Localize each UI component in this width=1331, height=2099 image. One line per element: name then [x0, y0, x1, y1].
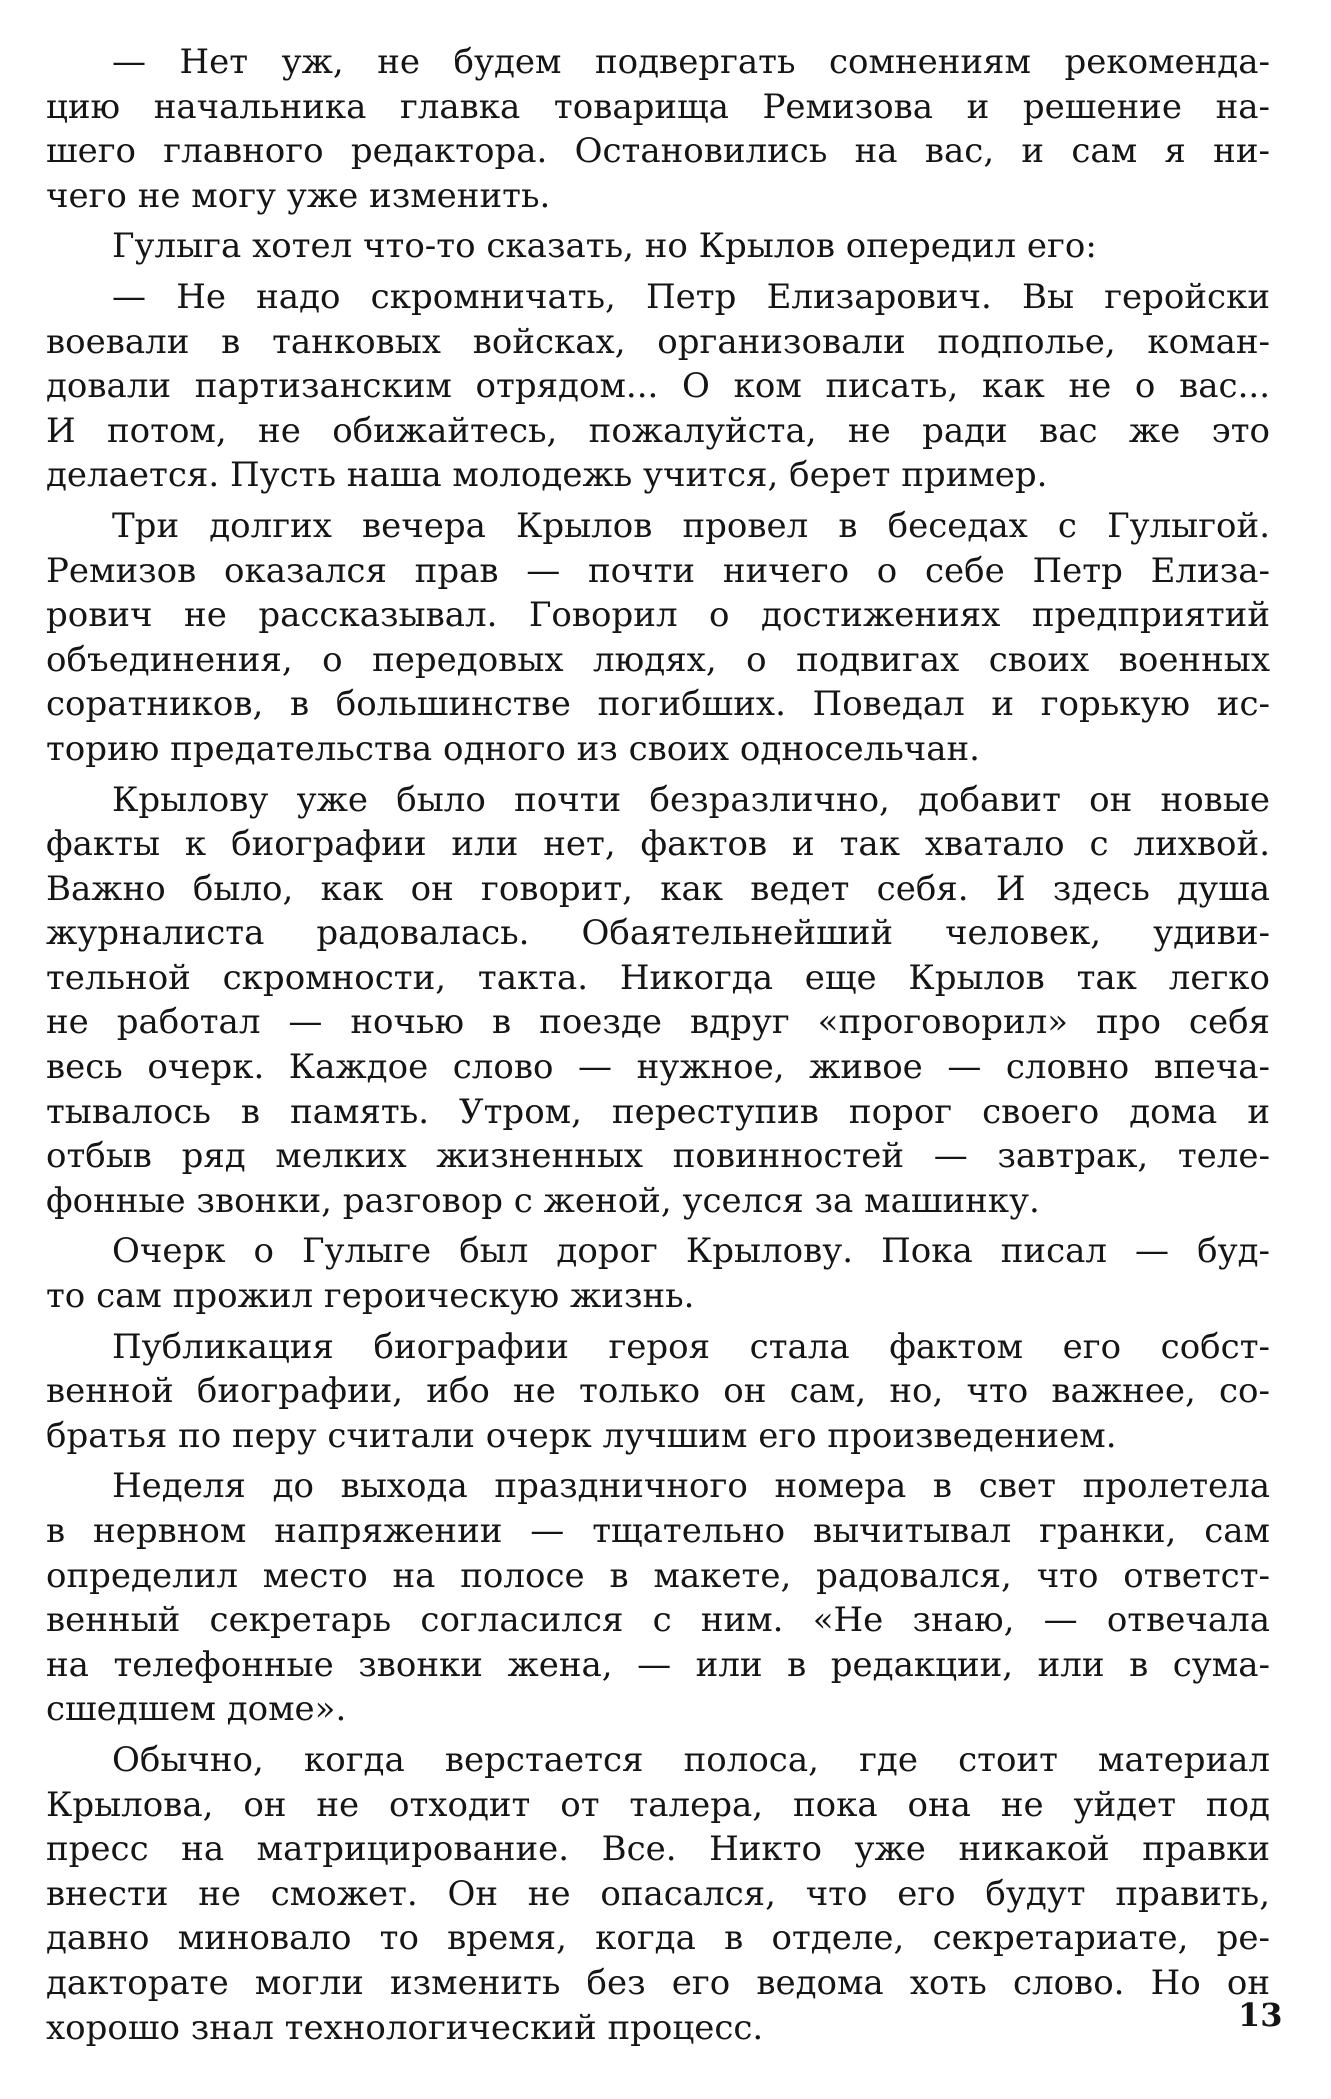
page-number: 13 — [1238, 1996, 1283, 2034]
text-line: соратников, в большинстве погибших. Поведал и горькую ис- — [46, 684, 1270, 725]
text-line: хорошо знал технологический процесс. — [46, 2007, 764, 2048]
text-line: давно миновало то время, когда в отделе, секретариате, ре- — [46, 1918, 1270, 1959]
text-line: — Нет уж, не будем подвергать сомнениям рекоменда- — [112, 42, 1270, 82]
paragraph — [46, 778, 1270, 1224]
text-line: братья по перу считали очерк лучшим его произведением. — [46, 1415, 1117, 1456]
text-line: И потом, не обижайтесь, пожалуйста, не ради вас же это — [46, 410, 1270, 451]
text-line: делается. Пусть наша молодежь учится, берет пример. — [46, 455, 1048, 496]
text-line: объединения, о передовых людях, о подвигах своих военных — [46, 639, 1270, 680]
text-line: факты к биографии или нет, фактов и так хватало с лихвой. — [46, 824, 1270, 865]
text-line: на телефонные звонки жена, — или в редакции, или в сума- — [46, 1644, 1270, 1685]
text-line: чего не могу уже изменить. — [46, 175, 551, 216]
text-line: венный секретарь согласился с ним. «Не знаю, — отвечала — [46, 1600, 1270, 1641]
text-line: Неделя до выхода праздничного номера в свет пролетела — [112, 1466, 1270, 1507]
text-line: Публикация биографии героя стала фактом его собст- — [112, 1326, 1270, 1367]
text-line: — Не надо скромничать, Петр Елизарович. Вы геройски — [112, 276, 1270, 317]
paragraph — [46, 504, 1270, 772]
text-line: Очерк о Гулыге был дорог Крылову. Пока писал — буд- — [112, 1231, 1270, 1272]
text-line: Крылова, он не отходит от талера, пока она не уйдет под — [46, 1784, 1270, 1825]
paragraph — [46, 1229, 1270, 1318]
paragraph — [46, 1738, 1270, 2050]
text-line: дакторате могли изменить без его ведома хоть слово. Но он — [46, 1962, 1270, 2003]
text-line: отбыв ряд мелких жизненных повинностей — завтрак, теле- — [46, 1136, 1270, 1177]
page-body — [46, 40, 1270, 2050]
text-line: в нервном напряжении — тщательно вычитывал гранки, сам — [46, 1511, 1270, 1551]
text-line: Ремизов оказался прав — почти ничего о себе Петр Елиза- — [46, 550, 1270, 591]
text-line: торию предательства одного из своих односельчан. — [46, 728, 980, 769]
text-line: Три долгих вечера Крылов провел в беседах с Гулыгой. — [112, 505, 1270, 546]
text-line: цию начальника главка товарища Ремизова и решение на- — [46, 86, 1270, 127]
paragraph — [46, 275, 1270, 498]
text-line: пресс на матрицирование. Все. Никто уже никакой правки — [46, 1829, 1270, 1870]
text-line: рович не рассказывал. Говорил о достижениях предприятий — [46, 595, 1270, 636]
text-line: сшедшем доме». — [46, 1689, 347, 1730]
text-line: не работал — ночью в поезде вдруг «проговорил» про себя — [46, 1002, 1270, 1043]
text-line: Важно было, как он говорит, как ведет себя. И здесь душа — [46, 868, 1270, 909]
paragraph — [46, 40, 1270, 218]
text-line: довали партизанским отрядом... О ком писать, как не о вас... — [46, 366, 1270, 407]
text-line: шего главного редактора. Остановились на вас, и сам я ни- — [46, 131, 1270, 172]
paragraph — [46, 1464, 1270, 1732]
text-line: определил место на полосе в макете, радовался, что ответст- — [46, 1555, 1270, 1596]
text-line: Обычно, когда верстается полоса, где стоит материал — [112, 1739, 1270, 1780]
text-line: тывалось в память. Утром, переступив порог своего дома и — [46, 1091, 1270, 1132]
text-line: то сам прожил героическую жизнь. — [46, 1276, 695, 1317]
text-line: фонные звонки, разговор с женой, уселся за машинку. — [46, 1180, 1040, 1221]
paragraph — [46, 224, 1270, 269]
text-line: Гулыга хотел что-то сказать, но Крылов опередил его: — [112, 226, 1097, 267]
text-line: журналиста радовалась. Обаятельнейший человек, удиви- — [46, 913, 1270, 954]
text-line: венной биографии, ибо не только он сам, но, что важнее, со- — [46, 1371, 1270, 1412]
text-line: тельной скромности, такта. Никогда еще Крылов так легко — [46, 957, 1270, 998]
text-line: Крылову уже было почти безразлично, добавит он новые — [112, 779, 1270, 820]
text-line: весь очерк. Каждое слово — нужное, живое — словно впеча- — [46, 1047, 1270, 1088]
text-line: внести не сможет. Он не опасался, что его будут править, — [46, 1873, 1270, 1914]
text-line: воевали в танковых войсках, организовали подполье, коман- — [46, 321, 1270, 362]
paragraph — [46, 1325, 1270, 1459]
